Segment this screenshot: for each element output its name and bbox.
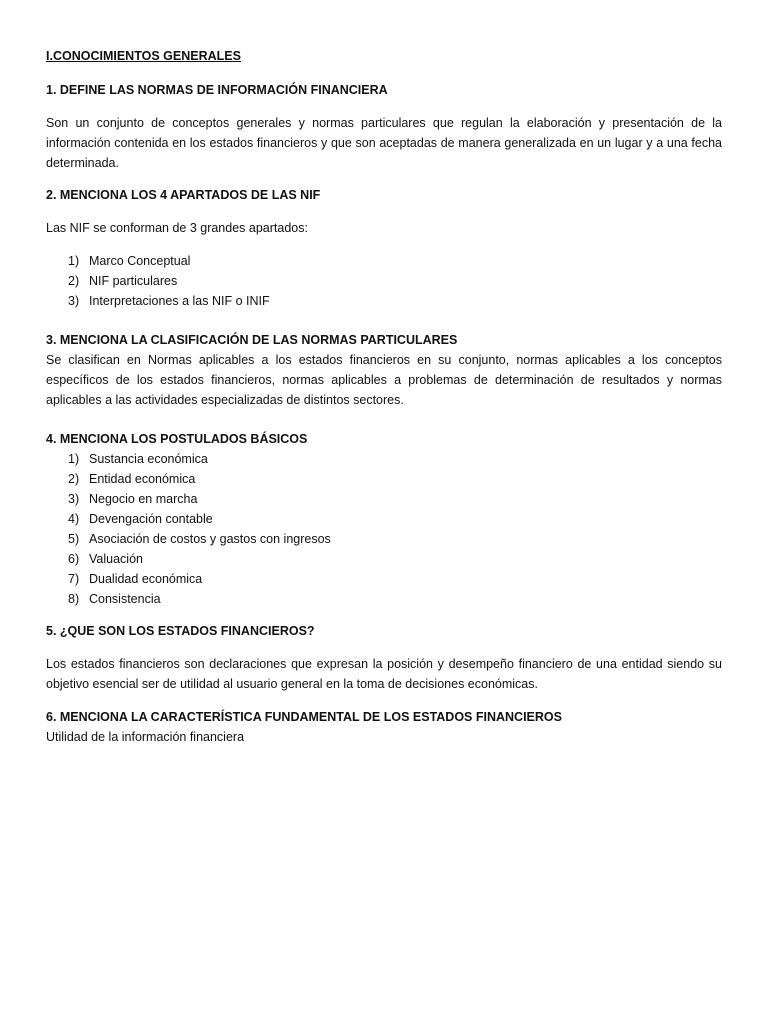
section-4-heading: 4. MENCIONA LOS POSTULADOS BÁSICOS [46, 432, 308, 446]
list-item [68, 291, 722, 311]
list-item-number: 4) [68, 512, 80, 526]
list-item-text: Dualidad económica [89, 572, 203, 586]
basic-postulates-list [46, 449, 722, 609]
section-3-paragraph: Se clasifican en Normas aplicables a los estados financieros en su conjunto, normas aplicables a los conceptos específicos de los estados financieros, normas aplicables a problemas de determinación de resultados y normas aplicables a las actividades especializadas de distintos sectores. [46, 353, 722, 407]
section-5-paragraph: Los estados financieros son declaraciones que expresan la posición y desempeño financiero de una entidad siendo su objetivo esencial ser de utilidad al usuario general en la toma de decisiones económicas. [46, 657, 722, 691]
list-item-text: Entidad económica [89, 472, 196, 486]
section-1-paragraph: Son un conjunto de conceptos generales y normas particulares que regulan la elaboración y presentación de la información contenida en los estados financieros y que son aceptadas de manera generalizada en un lugar y a una fecha determinada. [46, 116, 722, 170]
list-item-text: Valuación [89, 552, 143, 566]
section-5-heading: 5. ¿QUE SON LOS ESTADOS FINANCIEROS? [46, 624, 315, 638]
list-item-text: Negocio en marcha [89, 492, 198, 506]
list-item [68, 569, 722, 589]
list-item [68, 589, 722, 609]
list-item-text: Asociación de costos y gastos con ingresos [89, 532, 331, 546]
list-item-text: Devengación contable [89, 512, 213, 526]
list-item-text: Consistencia [89, 592, 161, 606]
list-item-text: Marco Conceptual [89, 254, 191, 268]
list-item [68, 529, 722, 549]
list-item-text: Sustancia económica [89, 452, 208, 466]
list-item-number: 3) [68, 294, 80, 308]
list-item-number: 5) [68, 532, 80, 546]
list-item-text: NIF particulares [89, 274, 178, 288]
list-item-text: Interpretaciones a las NIF o INIF [89, 294, 270, 308]
list-item-number: 2) [68, 472, 80, 486]
list-item-number: 1) [68, 452, 80, 466]
list-item-number: 2) [68, 274, 80, 288]
list-item [68, 489, 722, 509]
list-item-number: 1) [68, 254, 80, 268]
list-item-number: 8) [68, 592, 80, 606]
document-page [46, 44, 722, 747]
list-item-number: 6) [68, 552, 80, 566]
nif-sections-list [46, 251, 722, 311]
list-item [68, 271, 722, 291]
list-item [68, 251, 722, 271]
section-6-heading: 6. MENCIONA LA CARACTERÍSTICA FUNDAMENTAL DE LOS ESTADOS FINANCIEROS [46, 710, 562, 724]
section-1-heading: 1. DEFINE LAS NORMAS DE INFORMACIÓN FINANCIERA [46, 83, 388, 97]
section-2-heading: 2. MENCIONA LOS 4 APARTADOS DE LAS NIF [46, 188, 321, 202]
list-item [68, 469, 722, 489]
document-title: I.CONOCIMIENTOS GENERALES [46, 49, 241, 63]
section-2-paragraph: Las NIF se conforman de 3 grandes apartados: [46, 221, 308, 235]
list-item [68, 509, 722, 529]
list-item [68, 549, 722, 569]
list-item-number: 3) [68, 492, 80, 506]
list-item [68, 449, 722, 469]
section-3-heading: 3. MENCIONA LA CLASIFICACIÓN DE LAS NORMAS PARTICULARES [46, 333, 458, 347]
list-item-number: 7) [68, 572, 80, 586]
section-6-paragraph: Utilidad de la información financiera [46, 730, 245, 744]
